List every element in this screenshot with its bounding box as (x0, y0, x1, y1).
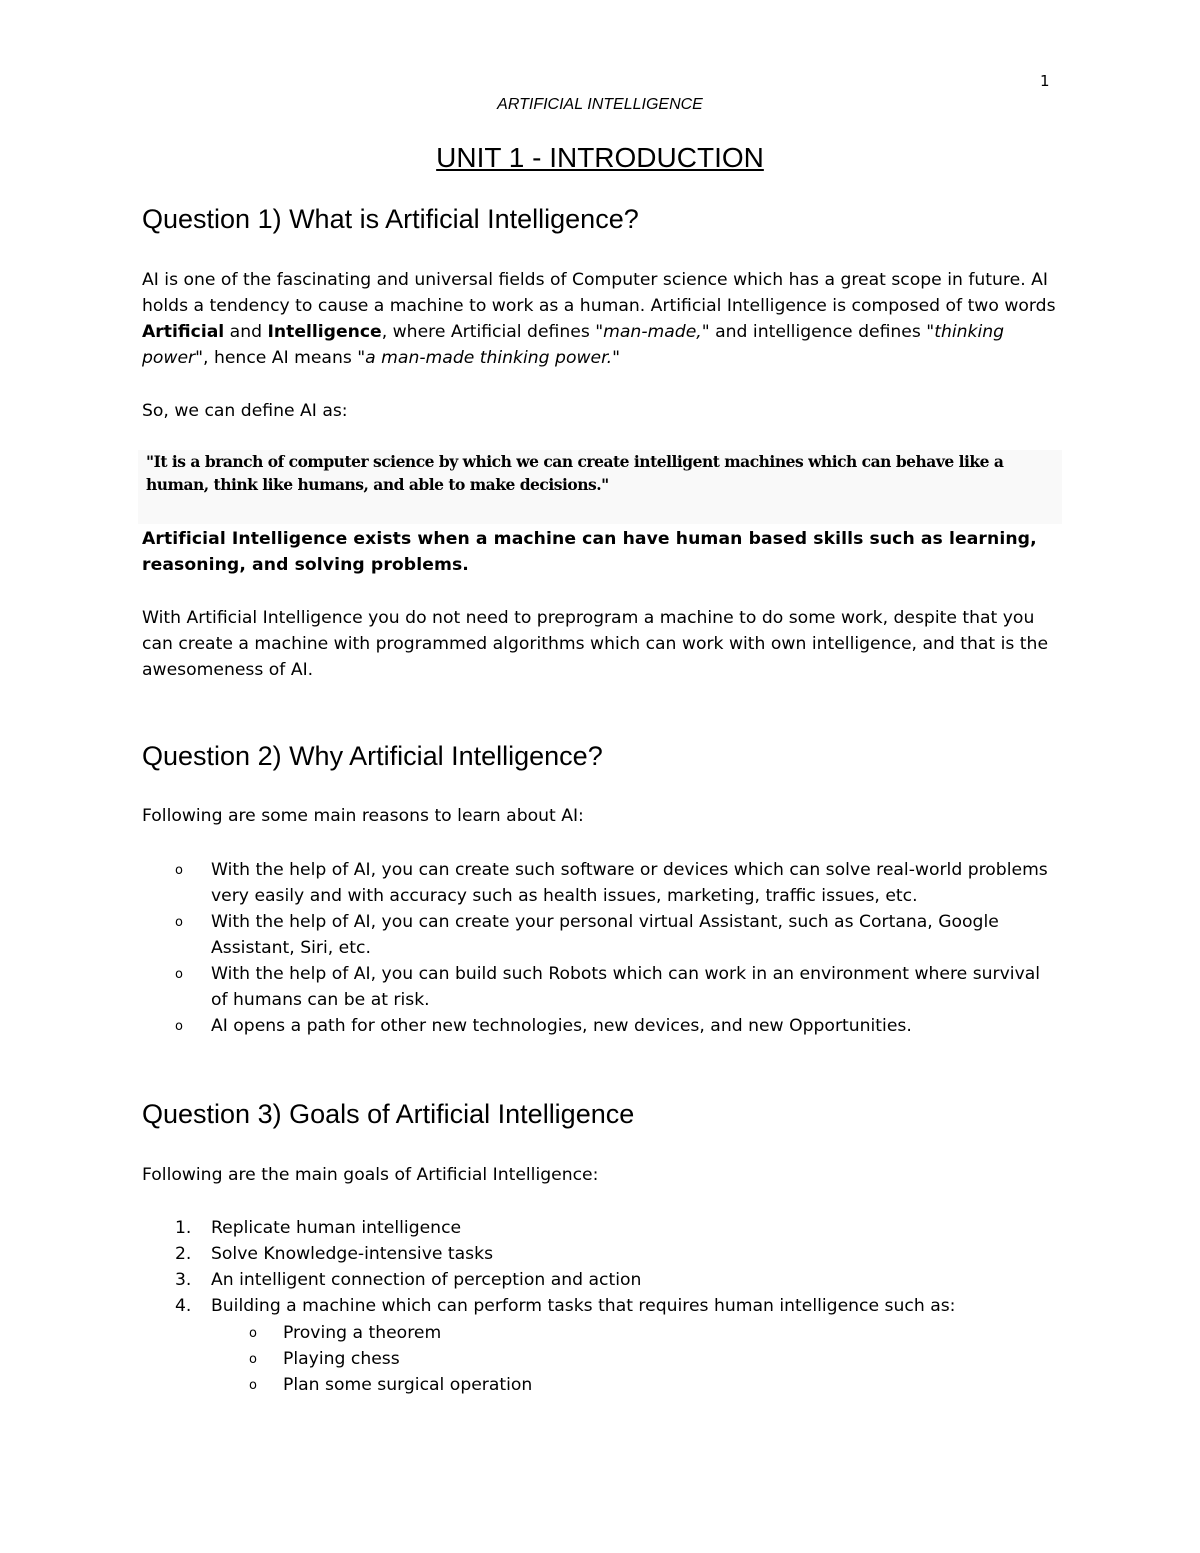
list-item (249, 1346, 1043, 1372)
bold-statement: Artificial Intelligence exists when a machine can have human based skills such as learning, reasoning, and solving problems. (142, 529, 1037, 575)
goals-list (175, 1215, 1061, 1319)
bullet-circle-icon: o (175, 863, 183, 878)
list-number: 2. (175, 1244, 192, 1264)
list-item (175, 1293, 1061, 1319)
text-run: " and intelligence defines " (701, 322, 935, 342)
text-run: " (612, 348, 620, 368)
list-item-text: Playing chess (283, 1349, 400, 1369)
bullet-circle-icon: o (249, 1378, 257, 1393)
list-item (249, 1320, 1043, 1346)
list-item (175, 857, 1061, 909)
define-intro: So, we can define AI as: (142, 401, 348, 421)
list-item-text: AI opens a path for other new technologies, new devices, and new Opportunities. (211, 1016, 912, 1036)
reasons-list (175, 857, 1061, 1039)
text-run: ", hence AI means " (195, 348, 366, 368)
list-item-text: An intelligent connection of perception and action (211, 1270, 642, 1290)
bold-term-artificial: Artificial (142, 322, 225, 342)
question-3-heading: Question 3) Goals of Artificial Intelligence (142, 1099, 635, 1129)
question-2-heading: Question 2) Why Artificial Intelligence? (142, 741, 603, 771)
list-item-text: With the help of AI, you can create such software or devices which can solve real-world problems very easily and with accuracy such as health issues, marketing, traffic issues, etc. (211, 860, 1048, 906)
list-item-text: Plan some surgical operation (283, 1375, 533, 1395)
list-item (175, 1215, 1061, 1241)
unit-title: UNIT 1 - INTRODUCTION (436, 142, 764, 173)
bullet-circle-icon: o (249, 1352, 257, 1367)
list-item-text: With the help of AI, you can build such Robots which can work in an environment where survival of humans can be at risk. (211, 964, 1041, 1010)
text-run: and (224, 322, 268, 342)
sub-goals-list (249, 1320, 1043, 1398)
bullet-circle-icon: o (175, 1019, 183, 1034)
list-item-text: Solve Knowledge-intensive tasks (211, 1244, 494, 1264)
list-number: 1. (175, 1218, 192, 1238)
list-item-text: Replicate human intelligence (211, 1218, 462, 1238)
list-number: 3. (175, 1270, 192, 1290)
italic-term: a man-made thinking power. (365, 348, 613, 368)
italic-term: man-made, (603, 322, 702, 342)
list-item (175, 909, 1061, 961)
list-item (249, 1372, 1043, 1398)
list-item (175, 1267, 1061, 1293)
list-number: 4. (175, 1296, 192, 1316)
q1-closing-paragraph: With Artificial Intelligence you do not need to preprogram a machine to do some work, despite that you can create a machine with programmed algorithms which can work with own intelligence, and that is the awesomeness of AI. (142, 608, 1049, 680)
bold-term-intelligence: Intelligence (267, 322, 382, 342)
list-item (175, 961, 1061, 1013)
q2-intro: Following are some main reasons to learn about AI: (142, 806, 584, 826)
list-item-text: Building a machine which can perform tasks that requires human intelligence such as: (211, 1296, 956, 1316)
q3-intro: Following are the main goals of Artificial Intelligence: (142, 1165, 599, 1185)
bullet-circle-icon: o (175, 967, 183, 982)
q1-intro-paragraph (142, 267, 1062, 371)
list-item (175, 1013, 1061, 1039)
text-run: , where Artificial defines " (381, 322, 604, 342)
bullet-circle-icon: o (175, 915, 183, 930)
page-number: 1 (1040, 72, 1050, 90)
italic-term: thinking power (142, 322, 1005, 368)
running-title: ARTIFICIAL INTELLIGENCE (497, 96, 703, 113)
definition-quote: "It is a branch of computer science by which we can create intelligent machines which can behave like a human, think like humans, and able to make decisions." (146, 452, 1004, 494)
list-item-text: Proving a theorem (283, 1323, 442, 1343)
list-item (175, 1241, 1061, 1267)
text-run: AI is one of the fascinating and universal fields of Computer science which has a great scope in future. AI holds a tendency to cause a machine to work as a human. Artificial Intelligence is composed of two words (142, 270, 1056, 316)
question-1-heading: Question 1) What is Artificial Intelligence? (142, 204, 639, 234)
list-item-text: With the help of AI, you can create your personal virtual Assistant, such as Cortana, Google Assistant, Siri, etc. (211, 912, 999, 958)
bullet-circle-icon: o (249, 1326, 257, 1341)
